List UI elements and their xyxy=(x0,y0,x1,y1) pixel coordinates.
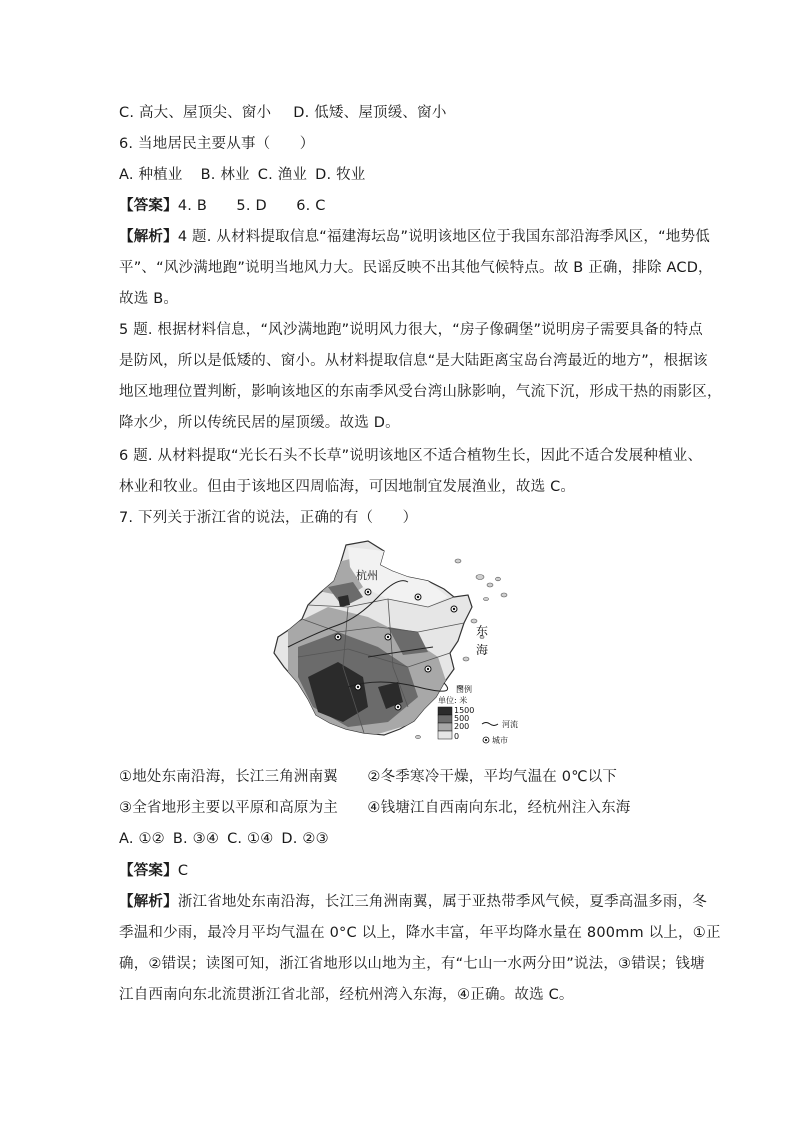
analysis-7-line-4: 江自西南向东北流贯浙江省北部，经杭州湾入东海，④正确。故选 C。 xyxy=(119,987,574,1003)
q6-option-b: B. 林业 xyxy=(200,167,250,183)
q6-stem: 6. 当地居民主要从事（ ） xyxy=(119,136,315,152)
q6-option-a: A. 种植业 xyxy=(119,167,183,183)
legend-swatch-500 xyxy=(438,715,452,723)
q6-options-row xyxy=(119,165,366,185)
zhejiang-topographic-map xyxy=(268,537,532,753)
hangzhou-label: 杭州 xyxy=(356,569,378,582)
analysis-7-line-3: 确，②错误；读图可知，浙江省地形以山地为主，有“七山一水两分田”说法，③错误；钱塘 xyxy=(119,956,705,972)
legend-river-label: 河流 xyxy=(502,720,518,729)
analysis-6-line-2: 林业和牧业。但由于该地区四周临海，可因地制宜发展渔业，故选 C。 xyxy=(119,479,576,495)
analysis-6-line-1: 6 题. 从材料提取“光长石头不长草”说明该地区不适合植物生长，因此不适合发展种植业、 xyxy=(119,448,703,464)
answer-label: 【答案】 xyxy=(119,198,178,214)
q7-stem: 7. 下列关于浙江省的说法，正确的有（ ） xyxy=(119,510,418,526)
answer-text: C xyxy=(177,863,189,879)
q7-option-b: B. ③④ xyxy=(172,831,220,847)
analysis-text: 4 题. 从材料提取信息“福建海坛岛”说明该地区位于我国东部沿海季风区，“地势低 xyxy=(177,229,710,245)
legend-level-500: 500 xyxy=(454,714,470,723)
legend-city-label: 城市 xyxy=(492,736,508,745)
answer-block-2 xyxy=(119,861,188,881)
answer-text: 4. B 5. D 6. C xyxy=(177,198,326,214)
q5-option-c: C. 高大、屋顶尖、窗小 xyxy=(119,105,272,121)
analysis-5-line-2: 是防风，所以是低矮的、窗小。从材料提取信息“是大陆距离宝岛台湾最近的地方”，根据该 xyxy=(119,353,708,369)
legend-level-0: 0 xyxy=(454,732,460,741)
q5-option-d: D. 低矮、屋顶缓、窗小 xyxy=(293,105,447,121)
q6-option-c: C. 渔业 xyxy=(257,167,308,183)
q5-options-row xyxy=(119,103,447,123)
sea-label-sea: 海 xyxy=(476,643,489,657)
analysis-label: 【解析】 xyxy=(119,894,178,910)
legend-level-1500: 1500 xyxy=(454,706,475,715)
legend-swatch-200 xyxy=(438,723,452,731)
legend-river-icon xyxy=(482,723,498,726)
analysis-7-line-2: 季温和少雨，最冷月平均气温在 0°C 以上，降水丰富，年平均降水量在 800mm 以上，①正 xyxy=(119,925,721,941)
legend-title: 图例 xyxy=(456,685,472,694)
q7-statement-line-1: ①地处东南沿海，长江三角洲南翼 ②冬季寒冷干燥，平均气温在 0℃以下 xyxy=(119,769,618,785)
q7-option-c: C. ①④ xyxy=(227,831,274,847)
analysis-4-line-3: 故选 B。 xyxy=(119,291,179,307)
answer-label: 【答案】 xyxy=(119,863,178,879)
analysis-text: 浙江省地处东南沿海，长江三角洲南翼，属于亚热带季风气候，夏季高温多雨，冬 xyxy=(177,894,708,910)
q7-option-a: A. ①② xyxy=(119,831,165,847)
q7-option-d: D. ②③ xyxy=(281,831,329,847)
map-legend xyxy=(438,684,518,745)
analysis-5-line-4: 降水少，所以传统民居的屋顶缓。故选 D。 xyxy=(119,415,400,431)
q7-statement-line-2: ③全省地形主要以平原和高原为主 ④钱塘江自西南向东北，经杭州注入东海 xyxy=(119,800,631,816)
legend-swatch-0 xyxy=(438,731,452,739)
analysis-4-line-1 xyxy=(119,227,710,247)
answer-block-1 xyxy=(119,196,326,216)
legend-unit: 单位: 米 xyxy=(438,696,468,705)
legend-swatch-1500 xyxy=(438,707,452,715)
sea-label-east: 东 xyxy=(476,624,489,638)
analysis-5-line-1: 5 题. 根据材料信息，“风沙满地跑”说明风力很大，“房子像碉堡”说明房子需要具备的特点 xyxy=(119,322,703,338)
analysis-5-line-3: 地区地理位置判断，影响该地区的东南季风受台湾山脉影响，气流下沉，形成干热的雨影区， xyxy=(119,384,722,400)
q7-options-row xyxy=(119,829,329,849)
q6-option-d: D. 牧业 xyxy=(315,167,366,183)
analysis-4-line-2: 平”、“风沙满地跑”说明当地风力大。民谣反映不出其他气候特点。故 B 正确，排除 ACD， xyxy=(119,260,713,276)
analysis-label: 【解析】 xyxy=(119,229,178,245)
legend-level-200: 200 xyxy=(454,722,470,731)
analysis-7-line-1 xyxy=(119,892,707,912)
